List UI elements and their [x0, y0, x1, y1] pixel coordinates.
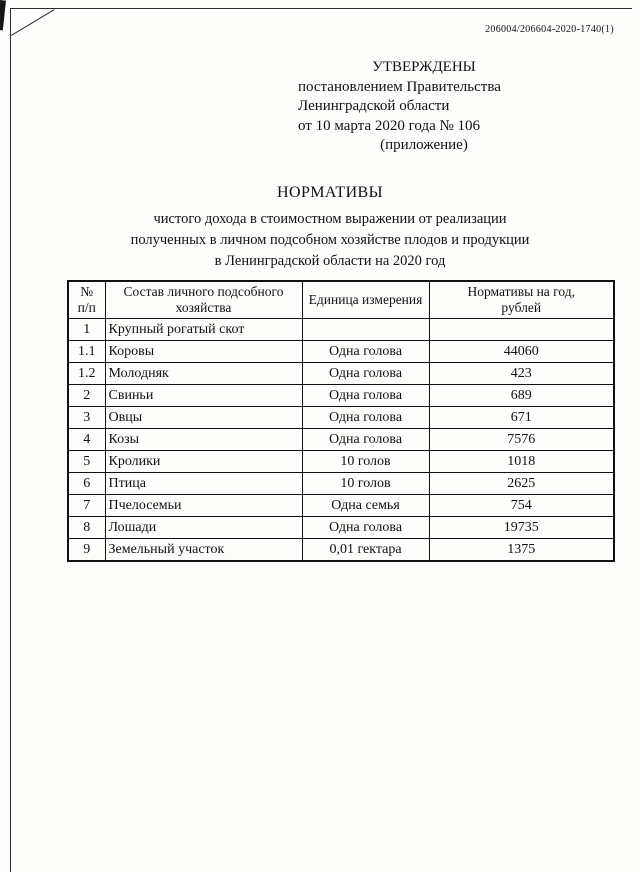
norm-value: 1375 — [429, 539, 614, 562]
item-unit: Одна голова — [302, 341, 429, 363]
item-unit: Одна голова — [302, 517, 429, 539]
item-unit: Одна голова — [302, 407, 429, 429]
document-registration-number: 206004/206604-2020-1740(1) — [485, 24, 614, 35]
norm-value: 7576 — [429, 429, 614, 451]
item-name: Земельный участок — [105, 539, 302, 562]
table-row — [68, 539, 614, 562]
document-subtitle-line-3: в Ленинградской области на 2020 год — [214, 253, 446, 269]
row-number: 1 — [68, 319, 105, 341]
table-row — [68, 473, 614, 495]
document-subtitle-line-1: чистого дохода в стоимостном выражении от реализации — [153, 211, 507, 227]
item-name: Кролики — [105, 451, 302, 473]
approval-appendix-label: (приложение) — [380, 137, 468, 153]
scan-corner-smudge — [0, 0, 6, 30]
item-unit: 10 голов — [302, 473, 429, 495]
header-norm — [429, 281, 614, 319]
row-number: 5 — [68, 451, 105, 473]
norm-value: 423 — [429, 363, 614, 385]
approval-approved-label: УТВЕРЖДЕНЫ — [372, 59, 476, 75]
approval-date-number-line: от 10 марта 2020 года № 106 — [298, 117, 481, 134]
item-name: Коровы — [105, 341, 302, 363]
header-norm-line-1: Нормативы на год, — [467, 284, 575, 299]
table-row — [68, 429, 614, 451]
header-norm-line-2: рублей — [501, 300, 542, 315]
item-unit: 10 голов — [302, 451, 429, 473]
item-name: Крупный рогатый скот — [105, 319, 302, 341]
norm-value: 44060 — [429, 341, 614, 363]
table-header — [68, 281, 614, 319]
table-row — [68, 363, 614, 385]
item-unit: Одна голова — [302, 429, 429, 451]
row-number: 1.1 — [68, 341, 105, 363]
norm-value: 1018 — [429, 451, 614, 473]
item-unit: 0,01 гектара — [302, 539, 429, 562]
item-unit: Одна семья — [302, 495, 429, 517]
norm-value: 689 — [429, 385, 614, 407]
document-title-block — [60, 184, 600, 272]
scan-border-top-line — [10, 8, 632, 9]
item-name: Молодняк — [105, 363, 302, 385]
norm-value: 19735 — [429, 517, 614, 539]
item-name: Птица — [105, 473, 302, 495]
table-header-row — [68, 281, 614, 319]
header-unit: Единица измерения — [302, 281, 429, 319]
item-name: Пчелосемьи — [105, 495, 302, 517]
row-number: 1.2 — [68, 363, 105, 385]
table-row — [68, 451, 614, 473]
header-num-abbrev: п/п — [77, 300, 96, 315]
document-title: НОРМАТИВЫ — [277, 184, 383, 201]
row-number: 6 — [68, 473, 105, 495]
item-name: Козы — [105, 429, 302, 451]
row-number: 3 — [68, 407, 105, 429]
item-unit — [302, 319, 429, 341]
header-row-number — [68, 281, 105, 319]
table-row — [68, 319, 614, 341]
item-name: Овцы — [105, 407, 302, 429]
row-number: 2 — [68, 385, 105, 407]
approval-block — [298, 58, 550, 156]
scan-border-left-line — [10, 8, 11, 872]
item-name: Свиньи — [105, 385, 302, 407]
table-row — [68, 495, 614, 517]
norm-value: 754 — [429, 495, 614, 517]
approval-resolution-line: постановлением Правительства — [298, 78, 501, 95]
header-composition: Состав личного подсобного хозяйства — [105, 281, 302, 319]
norms-table — [67, 280, 615, 562]
table-row — [68, 407, 614, 429]
item-unit: Одна голова — [302, 363, 429, 385]
approval-region-line: Ленинградской области — [298, 98, 450, 114]
norm-value: 2625 — [429, 473, 614, 495]
item-name: Лошади — [105, 517, 302, 539]
row-number: 4 — [68, 429, 105, 451]
table-body — [68, 319, 614, 562]
document-subtitle-line-2: полученных в личном подсобном хозяйстве плодов и продукции — [130, 232, 530, 248]
table-row — [68, 341, 614, 363]
header-num-symbol: № — [80, 284, 94, 299]
item-unit: Одна голова — [302, 385, 429, 407]
scan-corner-diagonal-line — [11, 9, 54, 36]
norm-value — [429, 319, 614, 341]
table-row — [68, 385, 614, 407]
norm-value: 671 — [429, 407, 614, 429]
row-number: 7 — [68, 495, 105, 517]
row-number: 8 — [68, 517, 105, 539]
row-number: 9 — [68, 539, 105, 562]
table-row — [68, 517, 614, 539]
